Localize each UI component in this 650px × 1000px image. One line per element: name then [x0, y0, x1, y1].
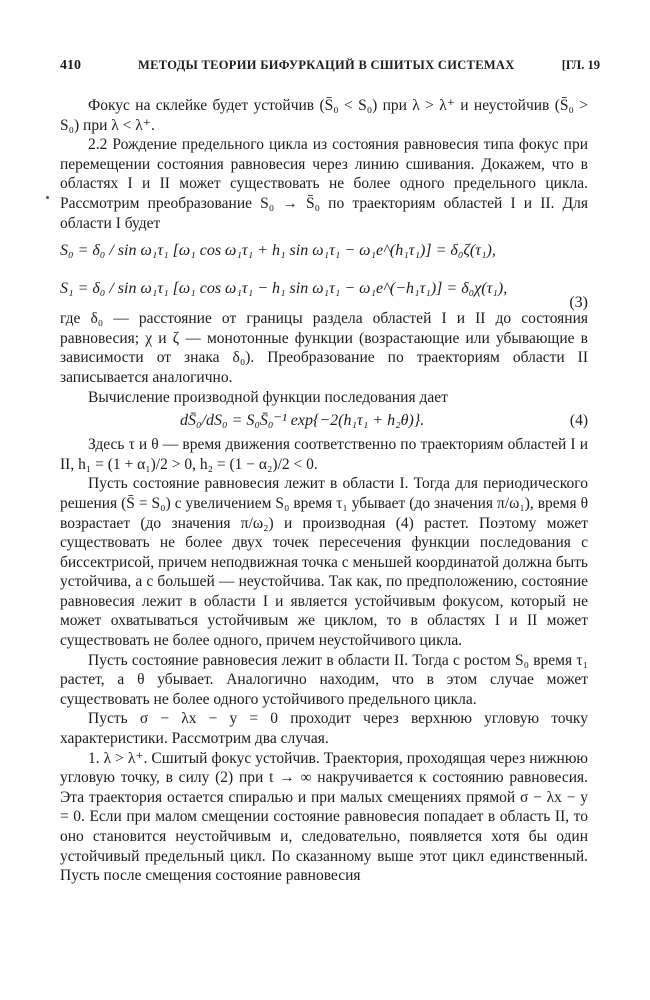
- chapter-label: [ГЛ. 19: [561, 58, 600, 72]
- page-header: [60, 58, 600, 78]
- margin-mark: [46, 196, 49, 199]
- paragraph-6: Пусть состояние равновесия лежит в области I. Тогда для периодического решения (S̄ = S₀) с увеличением S₀ время τ₁ убывает (до значения π/ω₁), время θ возрастает (до значения π/ω₂) и производная (4) растет. Поэтому может существовать не более двух точек пересечения функции последования с биссектрисой, причем неподвижная точка с меньшей координатой должна быть устойчива, а с большей — неустойчива. Так как, по предположению, состояние равновесия лежит в области I и является устойчивым фокусом, который не может охватываться устойчивым же циклом, то в областях I и II может существовать не более одного, причем неустойчивого цикла.: [60, 475, 588, 650]
- equation-3-number: (3): [569, 294, 588, 312]
- paragraph-7: Пусть состояние равновесия лежит в области II. Тогда с ростом S₀ время τ₁ растет, а θ убывает. Аналогично находим, что в этом случае может существовать не более одного устойчивого предельного цикла.: [60, 651, 588, 708]
- paragraph-4: Вычисление производной функции последования дает: [88, 388, 448, 406]
- page-number: 410: [60, 58, 81, 73]
- equation-3-line-2: [60, 271, 588, 312]
- paragraph-2: 2.2 Рождение предельного цикла из состояния равновесия типа фокус при перемещении состояния равновесия через линию сшивания. Докажем, что в областях I и II может существовать не более одного предельного цикла. Рассмотрим преобразование S₀ → S̄₀ по траекториям областей I и II. Для области I будет: [60, 136, 588, 232]
- equation-3-line-2-text: S₁ = δ₀ / sin ω₁τ₁ [ω₁ cos ω₁τ₁ − h₁ sin ω₁τ₁ − ω₁e^(−h₁τ₁)] = δ₀χ(τ₁),: [60, 280, 508, 298]
- equation-4-number: (4): [569, 412, 588, 430]
- paragraph-9: 1. λ > λ⁺. Сшитый фокус устойчив. Траектория, проходящая через нижнюю угловую точку, в силу (2) при t → ∞ накручивается к состоянию равновесия. Эта траектория остается спиралью и при малых смещениях прямой σ − λx − y = 0. Если при малом смещении состояние равновесия попадает в область II, то оно становится неустойчивым и, следовательно, появляется хотя бы один устойчивый предельный цикл. По сказанному выше этот цикл единственный. Пусть после смещения состояние равновесия: [60, 749, 588, 885]
- equation-4: [60, 407, 588, 435]
- equation-3-line-1-text: S₀ = δ₀ / sin ω₁τ₁ [ω₁ cos ω₁τ₁ + h₁ sin ω₁τ₁ − ω₁e^(h₁τ₁)] = δ₀ζ(τ₁),: [60, 242, 496, 260]
- paragraph-8: Пусть σ − λx − y = 0 проходит через верхнюю угловую точку характеристики. Рассмотрим два случая.: [60, 710, 588, 748]
- paragraph-5: Здесь τ и θ — время движения соответственно по траекториям областей I и II, h₁ = (1 + α₁)/2 > 0, h₂ = (1 − α₂)/2 < 0.: [60, 436, 588, 473]
- paragraph-3: где δ₀ — расстояние от границы раздела областей I и II до состояния равновесия; χ и ζ — монотонные функции (возрастающие или убывающие в зависимости от знака δ₀). Преобразование по траекториям области II записывается аналогично.: [60, 310, 588, 386]
- page-body: [60, 96, 588, 886]
- paragraph-1: Фокус на склейке будет устойчив (S̄₀ < S₀) при λ > λ⁺ и неустойчив (S̄₀ > S₀) при λ < λ⁺.: [60, 97, 588, 134]
- equation-4-text: dS̄₀/dS₀ = S₀S̄₀⁻¹ exp{−2(h₁τ₁ + h₂θ)}.: [180, 412, 425, 430]
- running-title: МЕТОДЫ ТЕОРИИ БИФУРКАЦИЙ В СШИТЫХ СИСТЕМАХ: [138, 58, 515, 72]
- equation-3-line-1: [60, 233, 588, 271]
